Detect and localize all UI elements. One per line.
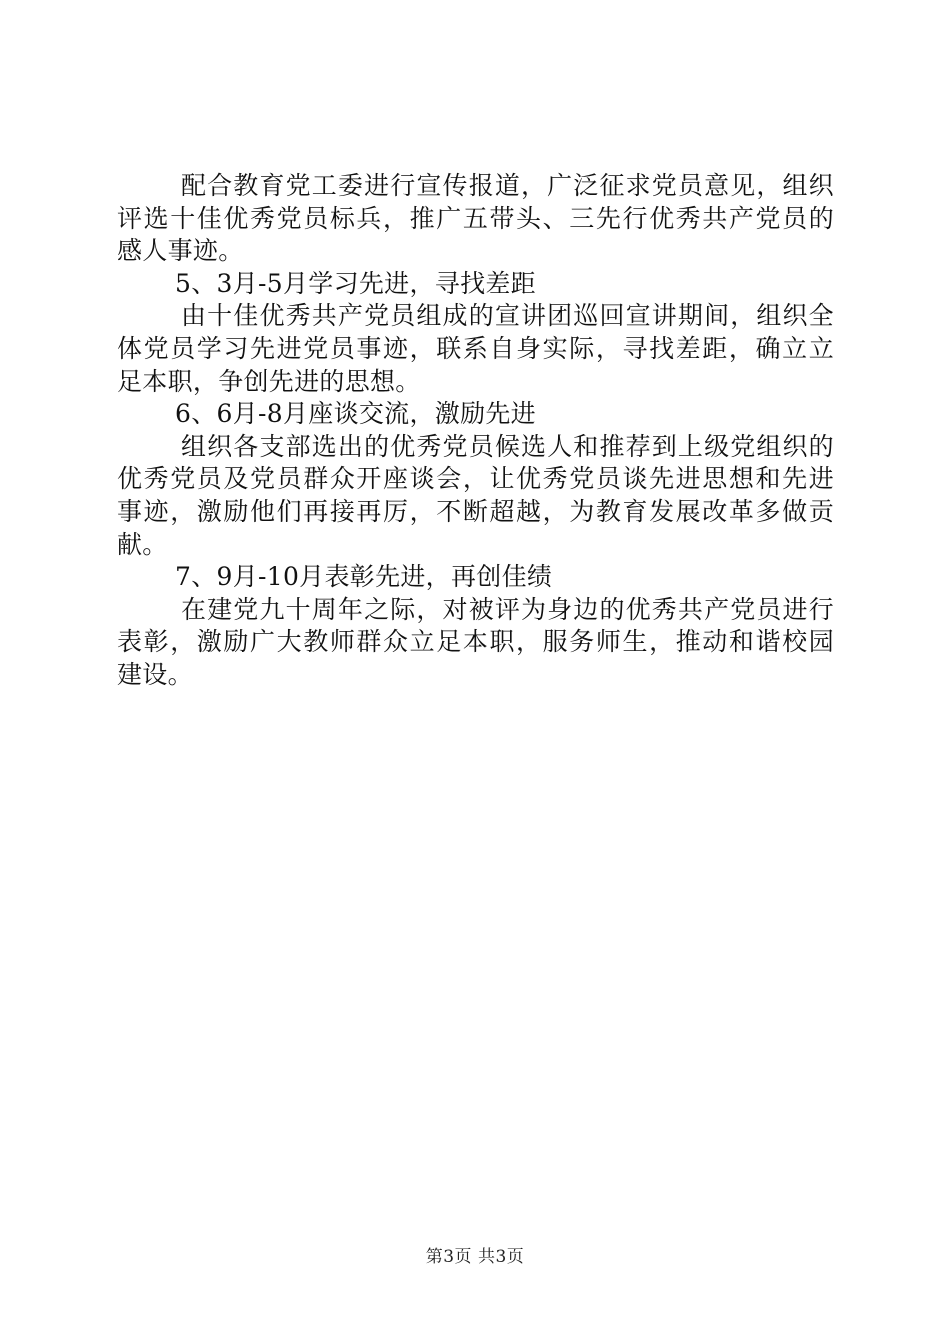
document-body xyxy=(117,170,834,692)
paragraph-3-line-3: 事迹，激励他们再接再厉，不断超越，为教育发展改革多做贡 xyxy=(117,496,834,526)
paragraph-3-line-1: 组织各支部选出的优秀党员候选人和推荐到上级党组织的 xyxy=(181,431,834,461)
paragraph-1-line-3: 感人事迹。 xyxy=(117,236,244,266)
paragraph-4-line-3: 建设。 xyxy=(117,659,193,689)
paragraph-4-line-1: 在建党九十周年之际，对被评为身边的优秀共产党员进行 xyxy=(181,594,834,624)
paragraph-2-line-3: 足本职，争创先进的思想。 xyxy=(117,366,421,396)
section-5-heading: 5、3月-5月学习先进，寻找差距 xyxy=(175,268,536,298)
paragraph-2-line-2: 体党员学习先进党员事迹，联系自身实际，寻找差距，确立立 xyxy=(117,333,834,363)
paragraph-3-line-4: 献。 xyxy=(117,529,168,559)
paragraph-4-line-2: 表彰，激励广大教师群众立足本职，服务师生，推动和谐校园 xyxy=(117,627,834,657)
paragraph-2-line-1: 由十佳优秀共产党员组成的宣讲团巡回宣讲期间，组织全 xyxy=(181,301,834,331)
page-number-footer: 第3页 共3页 xyxy=(425,1247,525,1267)
section-6-heading: 6、6月-8月座谈交流，激励先进 xyxy=(175,399,536,429)
section-7-heading: 7、9月-10月表彰先进，再创佳绩 xyxy=(175,562,553,592)
paragraph-3-line-2: 优秀党员及党员群众开座谈会，让优秀党员谈先进思想和先进 xyxy=(117,464,834,494)
paragraph-1-line-1: 配合教育党工委进行宣传报道，广泛征求党员意见，组织 xyxy=(181,171,834,200)
paragraph-1-line-2: 评选十佳优秀党员标兵，推广五带头、三先行优秀共产党员的 xyxy=(117,203,834,233)
